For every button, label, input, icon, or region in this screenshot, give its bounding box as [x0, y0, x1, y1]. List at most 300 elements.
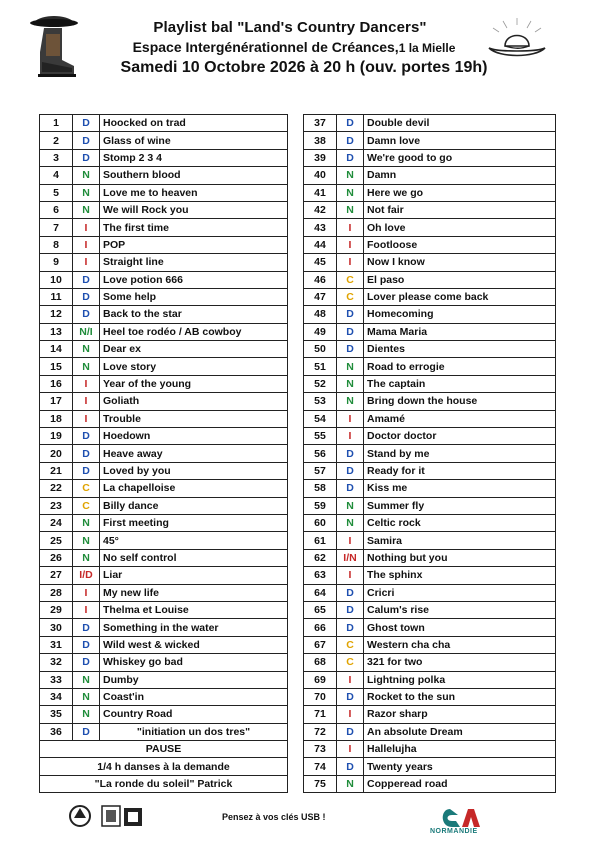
playlist-row	[40, 584, 288, 601]
level-code: D	[337, 306, 364, 323]
playlist-row	[40, 358, 288, 375]
song-title: Coast'in	[100, 688, 288, 705]
song-title: Love potion 666	[100, 271, 288, 288]
song-title: El paso	[364, 271, 556, 288]
level-code: D	[73, 115, 100, 132]
row-number: 64	[304, 584, 337, 601]
song-title: Doctor doctor	[364, 428, 556, 445]
row-number: 50	[304, 341, 337, 358]
level-code: N	[337, 358, 364, 375]
row-number: 51	[304, 358, 337, 375]
song-title: Year of the young	[100, 375, 288, 392]
playlist-row	[40, 462, 288, 479]
song-title: Hoedown	[100, 428, 288, 445]
row-number: 9	[40, 254, 73, 271]
level-code: D	[73, 445, 100, 462]
level-code: D	[73, 306, 100, 323]
playlist-row	[304, 497, 556, 514]
row-number: 54	[304, 410, 337, 427]
playlist-row	[40, 184, 288, 201]
header	[90, 18, 490, 78]
level-code: I	[73, 254, 100, 271]
row-number: 59	[304, 497, 337, 514]
note-text: "La ronde du soleil" Patrick	[40, 775, 288, 792]
song-title: Lover please come back	[364, 288, 556, 305]
bank-region-label: NORMANDIE	[430, 828, 478, 835]
row-number: 71	[304, 706, 337, 723]
level-code: N	[337, 393, 364, 410]
playlist-row	[40, 428, 288, 445]
row-number: 45	[304, 254, 337, 271]
playlist-row	[40, 271, 288, 288]
song-title: Samira	[364, 532, 556, 549]
playlist-row	[304, 341, 556, 358]
level-code: D	[73, 723, 100, 740]
row-number: 47	[304, 288, 337, 305]
song-title: Celtic rock	[364, 514, 556, 531]
playlist-row	[304, 758, 556, 775]
song-title: POP	[100, 236, 288, 253]
level-code: N	[73, 706, 100, 723]
level-code: D	[337, 445, 364, 462]
song-title: Road to errogie	[364, 358, 556, 375]
song-title: Ghost town	[364, 619, 556, 636]
level-code: N	[73, 532, 100, 549]
row-number: 65	[304, 601, 337, 618]
level-code: D	[337, 132, 364, 149]
song-title: Calum's rise	[364, 601, 556, 618]
footer-icons	[68, 802, 158, 830]
level-code: N	[73, 358, 100, 375]
level-code: N	[73, 167, 100, 184]
playlist-row	[40, 445, 288, 462]
row-number: 66	[304, 619, 337, 636]
level-code: N	[73, 549, 100, 566]
song-title: Cricri	[364, 584, 556, 601]
level-code: I/N	[337, 549, 364, 566]
song-title: La chapelloise	[100, 480, 288, 497]
playlist-row	[40, 341, 288, 358]
level-code: D	[73, 654, 100, 671]
level-code: C	[337, 654, 364, 671]
row-number: 42	[304, 201, 337, 218]
row-number: 4	[40, 167, 73, 184]
row-number: 11	[40, 288, 73, 305]
row-number: 56	[304, 445, 337, 462]
song-title: Dientes	[364, 341, 556, 358]
playlist-row	[40, 254, 288, 271]
level-code: N	[337, 201, 364, 218]
song-title: Copperead road	[364, 775, 556, 792]
song-title: Heel toe rodéo / AB cowboy	[100, 323, 288, 340]
venue-name: Espace Intergénérationnel de Créances,	[132, 39, 399, 55]
song-title: Thelma et Louise	[100, 601, 288, 618]
row-number: 22	[40, 480, 73, 497]
playlist-row	[40, 654, 288, 671]
level-code: N	[337, 375, 364, 392]
song-title: Whiskey go bad	[100, 654, 288, 671]
playlist-row	[304, 514, 556, 531]
song-title: The captain	[364, 375, 556, 392]
level-code: C	[73, 497, 100, 514]
recycle-icon	[70, 806, 90, 826]
row-number: 74	[304, 758, 337, 775]
playlist-row	[304, 688, 556, 705]
song-title: No self control	[100, 549, 288, 566]
song-title: Something in the water	[100, 619, 288, 636]
playlist-row	[40, 567, 288, 584]
row-number: 23	[40, 497, 73, 514]
level-code: N	[337, 514, 364, 531]
playlist-row	[40, 132, 288, 149]
level-code: I	[73, 236, 100, 253]
level-code: D	[337, 688, 364, 705]
pause-label: PAUSE	[40, 741, 288, 758]
row-number: 29	[40, 601, 73, 618]
row-number: 58	[304, 480, 337, 497]
playlist-row	[40, 514, 288, 531]
song-title: My new life	[100, 584, 288, 601]
row-number: 18	[40, 410, 73, 427]
song-title: Kiss me	[364, 480, 556, 497]
row-number: 34	[40, 688, 73, 705]
song-title: Goliath	[100, 393, 288, 410]
level-code: D	[73, 462, 100, 479]
playlist-row	[304, 567, 556, 584]
note-row	[40, 775, 288, 792]
playlist-row	[40, 201, 288, 218]
song-title: Stand by me	[364, 445, 556, 462]
row-number: 12	[40, 306, 73, 323]
level-code: I	[337, 532, 364, 549]
row-number: 43	[304, 219, 337, 236]
song-title: Trouble	[100, 410, 288, 427]
playlist-row	[304, 619, 556, 636]
row-number: 32	[40, 654, 73, 671]
song-title: We will Rock you	[100, 201, 288, 218]
level-code: N	[337, 497, 364, 514]
level-code: I	[337, 254, 364, 271]
row-number: 31	[40, 636, 73, 653]
playlist-row	[40, 236, 288, 253]
level-code: N	[73, 184, 100, 201]
level-code: I	[337, 567, 364, 584]
level-code: D	[337, 758, 364, 775]
playlist-row	[304, 462, 556, 479]
row-number: 13	[40, 323, 73, 340]
level-code: I	[73, 410, 100, 427]
playlist-row	[40, 723, 288, 740]
song-title: Oh love	[364, 219, 556, 236]
song-title: Glass of wine	[100, 132, 288, 149]
level-code: I	[337, 741, 364, 758]
song-title: 321 for two	[364, 654, 556, 671]
song-title: Double devil	[364, 115, 556, 132]
level-code: C	[73, 480, 100, 497]
playlist-row	[304, 741, 556, 758]
song-title: Love story	[100, 358, 288, 375]
playlist-row	[40, 671, 288, 688]
row-number: 7	[40, 219, 73, 236]
song-title: Dear ex	[100, 341, 288, 358]
row-number: 72	[304, 723, 337, 740]
row-number: 40	[304, 167, 337, 184]
level-code: D	[337, 723, 364, 740]
level-code: D	[73, 636, 100, 653]
playlist-row	[304, 149, 556, 166]
song-title: Stomp 2 3 4	[100, 149, 288, 166]
row-number: 52	[304, 375, 337, 392]
playlist-row	[40, 636, 288, 653]
playlist-row	[304, 584, 556, 601]
level-code: D	[337, 601, 364, 618]
song-title: Love me to heaven	[100, 184, 288, 201]
playlist-row	[304, 393, 556, 410]
cowboy-boot-icon	[28, 12, 80, 80]
song-title: Hallelujha	[364, 741, 556, 758]
song-title: Here we go	[364, 184, 556, 201]
row-number: 27	[40, 567, 73, 584]
song-title: Mama Maria	[364, 323, 556, 340]
playlist-row	[304, 445, 556, 462]
playlist-row	[304, 323, 556, 340]
level-code: I	[73, 375, 100, 392]
note-row	[40, 741, 288, 758]
row-number: 49	[304, 323, 337, 340]
level-code: I	[337, 428, 364, 445]
row-number: 37	[304, 115, 337, 132]
row-number: 20	[40, 445, 73, 462]
playlist-row	[40, 497, 288, 514]
playlist-row	[40, 306, 288, 323]
song-title: Ready for it	[364, 462, 556, 479]
playlist-row	[304, 236, 556, 253]
level-code: I	[337, 671, 364, 688]
playlist-row	[40, 323, 288, 340]
level-code: N	[73, 341, 100, 358]
playlist-row	[304, 671, 556, 688]
song-title: Bring down the house	[364, 393, 556, 410]
level-code: D	[337, 462, 364, 479]
playlist-row	[40, 288, 288, 305]
level-code: N/I	[73, 323, 100, 340]
playlist-row	[40, 532, 288, 549]
venue-address: 1 la Mielle	[398, 41, 456, 55]
row-number: 6	[40, 201, 73, 218]
row-number: 61	[304, 532, 337, 549]
row-number: 67	[304, 636, 337, 653]
playlist-row	[304, 271, 556, 288]
song-title: The sphinx	[364, 567, 556, 584]
song-title: Not fair	[364, 201, 556, 218]
row-number: 44	[304, 236, 337, 253]
level-code: C	[337, 636, 364, 653]
song-title: Footloose	[364, 236, 556, 253]
level-code: N	[73, 514, 100, 531]
event-date: Samedi 10 Octobre 2026 à 20 h (ouv. portes 19h)	[120, 59, 488, 76]
level-code: D	[73, 619, 100, 636]
level-code: D	[73, 428, 100, 445]
level-code: D	[73, 132, 100, 149]
level-code: D	[73, 149, 100, 166]
song-title: Razor sharp	[364, 706, 556, 723]
note-row	[40, 758, 288, 775]
level-code: N	[73, 688, 100, 705]
song-title: Some help	[100, 288, 288, 305]
level-code: D	[337, 480, 364, 497]
playlist-row	[304, 201, 556, 218]
song-title: Hoocked on trad	[100, 115, 288, 132]
playlist-row	[40, 549, 288, 566]
playlist-table-left	[39, 114, 288, 793]
row-number: 19	[40, 428, 73, 445]
playlist-row	[304, 723, 556, 740]
level-code: I	[73, 393, 100, 410]
playlist-row	[304, 775, 556, 792]
row-number: 69	[304, 671, 337, 688]
level-code: N	[73, 671, 100, 688]
song-title: Now I know	[364, 254, 556, 271]
row-number: 28	[40, 584, 73, 601]
row-number: 14	[40, 341, 73, 358]
playlist-row	[304, 410, 556, 427]
playlist-row	[40, 375, 288, 392]
level-code: N	[73, 201, 100, 218]
row-number: 70	[304, 688, 337, 705]
row-number: 55	[304, 428, 337, 445]
playlist-row	[304, 601, 556, 618]
level-code: C	[337, 288, 364, 305]
row-number: 75	[304, 775, 337, 792]
playlist-table-right	[303, 114, 556, 793]
row-number: 63	[304, 567, 337, 584]
level-code: I	[337, 236, 364, 253]
song-title: First meeting	[100, 514, 288, 531]
song-title: Dumby	[100, 671, 288, 688]
level-code: I	[337, 410, 364, 427]
playlist-row	[304, 375, 556, 392]
song-title: Western cha cha	[364, 636, 556, 653]
level-code: I/D	[73, 567, 100, 584]
row-number: 62	[304, 549, 337, 566]
level-code: D	[337, 341, 364, 358]
song-title: Liar	[100, 567, 288, 584]
song-title: "initiation un dos tres"	[100, 723, 288, 740]
row-number: 17	[40, 393, 73, 410]
cowboy-hat-icon	[485, 16, 549, 66]
row-number: 26	[40, 549, 73, 566]
row-number: 16	[40, 375, 73, 392]
level-code: I	[73, 219, 100, 236]
row-number: 68	[304, 654, 337, 671]
playlist-row	[40, 601, 288, 618]
song-title: Summer fly	[364, 497, 556, 514]
song-title: Southern blood	[100, 167, 288, 184]
level-code: I	[73, 601, 100, 618]
playlist-row	[304, 219, 556, 236]
playlist-row	[304, 428, 556, 445]
song-title: Billy dance	[100, 497, 288, 514]
playlist-row	[304, 254, 556, 271]
row-number: 36	[40, 723, 73, 740]
song-title: Damn love	[364, 132, 556, 149]
paper-bin-icon	[102, 806, 142, 826]
level-code: I	[337, 219, 364, 236]
playlist-row	[40, 115, 288, 132]
level-code: N	[337, 775, 364, 792]
level-code: D	[337, 323, 364, 340]
venue-line	[98, 38, 490, 58]
playlist-row	[40, 480, 288, 497]
row-number: 5	[40, 184, 73, 201]
playlist-row	[304, 132, 556, 149]
song-title: Amamé	[364, 410, 556, 427]
song-title: Country Road	[100, 706, 288, 723]
level-code: D	[73, 271, 100, 288]
playlist-row	[40, 149, 288, 166]
song-title: Back to the star	[100, 306, 288, 323]
song-title: Lightning polka	[364, 671, 556, 688]
playlist-row	[304, 184, 556, 201]
song-title: The first time	[100, 219, 288, 236]
playlist-row	[40, 167, 288, 184]
playlist-row	[40, 219, 288, 236]
playlist-row	[304, 358, 556, 375]
song-title: Rocket to the sun	[364, 688, 556, 705]
playlist-row	[304, 532, 556, 549]
row-number: 60	[304, 514, 337, 531]
song-title: Straight line	[100, 254, 288, 271]
song-title: 45°	[100, 532, 288, 549]
row-number: 15	[40, 358, 73, 375]
row-number: 41	[304, 184, 337, 201]
song-title: We're good to go	[364, 149, 556, 166]
level-code: I	[73, 584, 100, 601]
level-code: D	[337, 584, 364, 601]
level-code: D	[337, 619, 364, 636]
row-number: 73	[304, 741, 337, 758]
level-code: N	[337, 184, 364, 201]
row-number: 2	[40, 132, 73, 149]
playlist-title: Playlist bal "Land's Country Dancers"	[153, 19, 427, 36]
row-number: 30	[40, 619, 73, 636]
playlist-row	[304, 654, 556, 671]
playlist-row	[304, 706, 556, 723]
playlist-row	[40, 706, 288, 723]
row-number: 39	[304, 149, 337, 166]
level-code: I	[337, 706, 364, 723]
level-code: N	[337, 167, 364, 184]
row-number: 1	[40, 115, 73, 132]
song-title: Wild west & wicked	[100, 636, 288, 653]
playlist-row	[40, 688, 288, 705]
playlist-row	[40, 410, 288, 427]
playlist-row	[304, 288, 556, 305]
row-number: 10	[40, 271, 73, 288]
level-code: D	[73, 288, 100, 305]
row-number: 53	[304, 393, 337, 410]
row-number: 57	[304, 462, 337, 479]
row-number: 3	[40, 149, 73, 166]
song-title: Loved by you	[100, 462, 288, 479]
playlist-row	[304, 306, 556, 323]
usb-reminder: Pensez à vos clés USB !	[222, 812, 326, 822]
row-number: 24	[40, 514, 73, 531]
song-title: Heave away	[100, 445, 288, 462]
level-code: C	[337, 271, 364, 288]
playlist-row	[304, 115, 556, 132]
level-code: D	[337, 149, 364, 166]
